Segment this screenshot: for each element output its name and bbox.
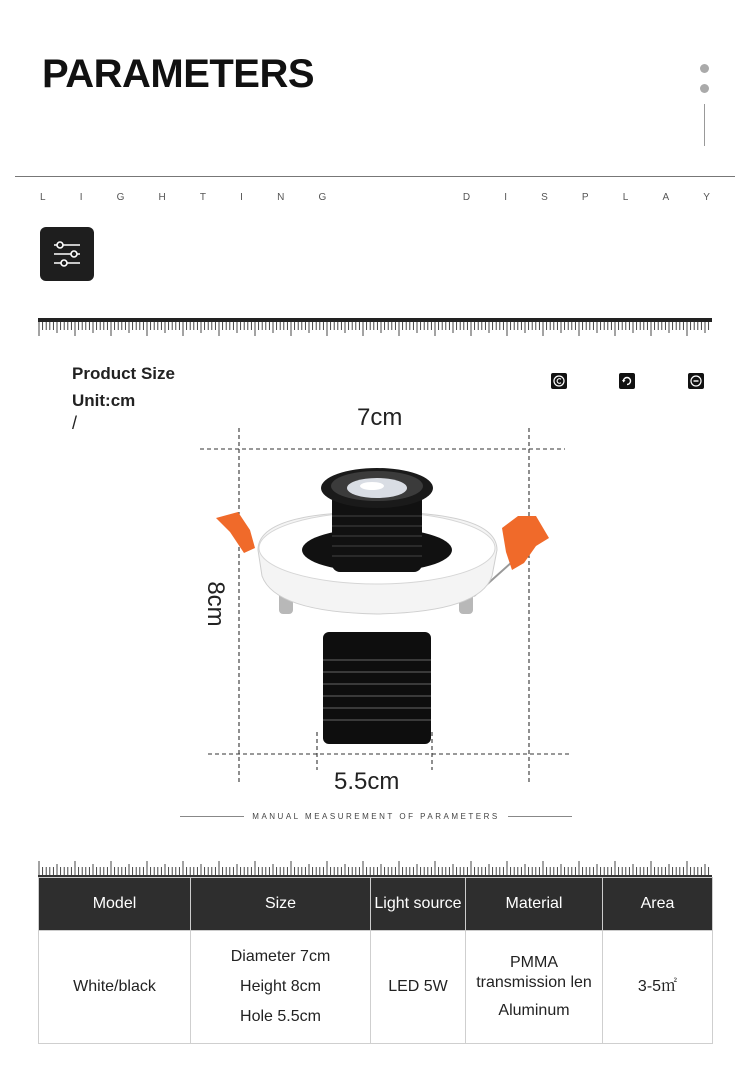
filter-button[interactable] <box>40 227 94 281</box>
cell-material: PMMA transmission len Aluminum <box>466 931 603 1044</box>
page-title: PARAMETERS <box>42 52 315 96</box>
ruler-decoration <box>38 318 712 340</box>
table-row <box>39 931 713 1044</box>
cell-light-source: LED 5W <box>371 931 466 1044</box>
header-size: Size <box>191 878 371 931</box>
height-dimension-label: 8cm <box>202 581 229 627</box>
cell-model: White/black <box>39 931 191 1044</box>
parameters-table <box>38 877 713 1044</box>
minus-circle-icon <box>688 373 704 389</box>
vertical-divider <box>704 104 705 146</box>
refresh-icon <box>619 373 635 389</box>
header-material: Material <box>466 878 603 931</box>
header-divider <box>15 176 735 177</box>
header-model: Model <box>39 878 191 931</box>
unit-label: Unit:cm <box>72 391 136 410</box>
width-dimension-label: 7cm <box>357 404 403 431</box>
hole-dimension-label: 5.5cm <box>334 768 400 795</box>
copyright-icon <box>551 373 567 389</box>
product-dimension-drawing <box>0 420 750 790</box>
sliders-icon <box>40 227 94 281</box>
table-header-row <box>39 878 713 931</box>
cell-size: Diameter 7cm Height 8cm Hole 5.5cm <box>191 931 371 1044</box>
lamp-illustration <box>216 468 549 744</box>
ruler-decoration <box>38 855 712 877</box>
product-size-title: Product Size <box>72 364 175 383</box>
measurement-caption: MANUAL MEASUREMENT OF PARAMETERS <box>180 812 572 821</box>
slash-mark: / <box>72 413 78 433</box>
cell-area: 3-5㎡ <box>603 931 713 1044</box>
header-light-source: Light source <box>371 878 466 931</box>
header-area: Area <box>603 878 713 931</box>
dot-decoration <box>700 64 709 73</box>
lighting-display-subtitle: L I G H T I N G D I S P L A Y <box>40 192 710 203</box>
dot-decoration <box>700 84 709 93</box>
